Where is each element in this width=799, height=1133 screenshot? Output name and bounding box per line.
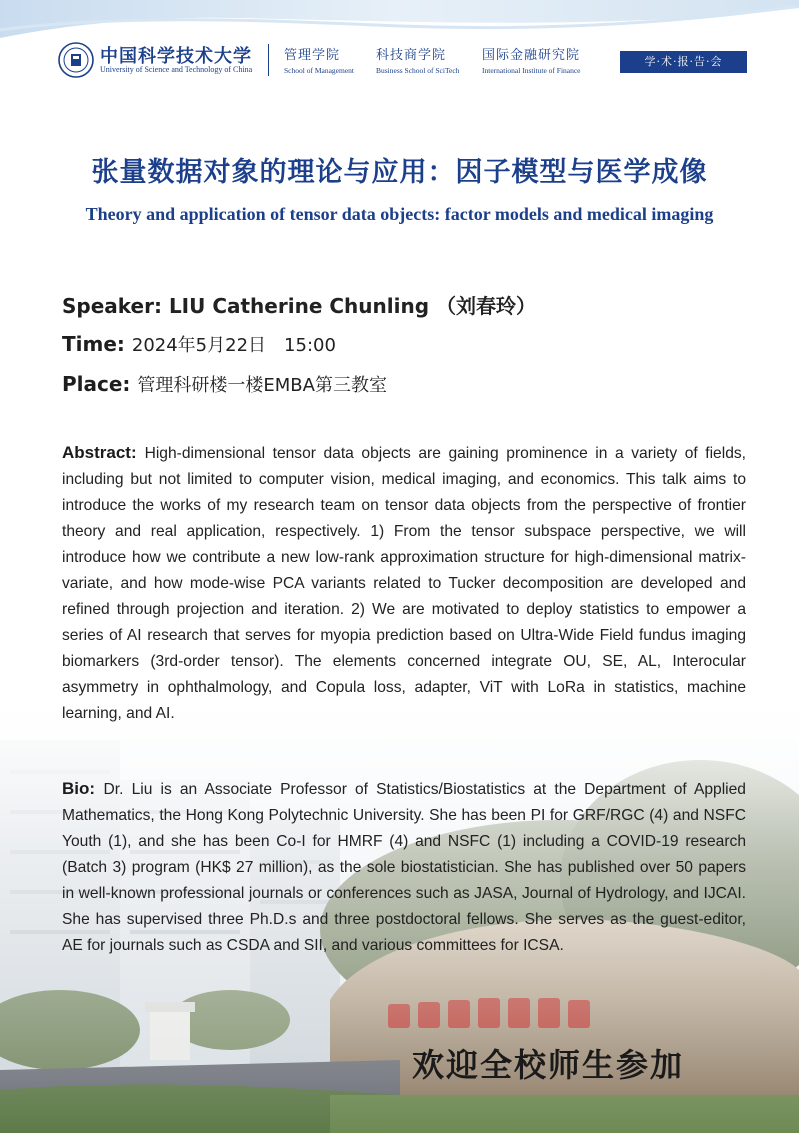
school-name-en: International Institute of Finance xyxy=(482,66,581,75)
school-name-en: School of Management xyxy=(284,66,354,75)
school-business-scitech xyxy=(376,44,459,75)
school-name-cn: 国际金融研究院 xyxy=(482,48,581,63)
bio-label: Bio: xyxy=(62,779,104,798)
university-name-en: University of Science and Technology of China xyxy=(100,65,253,74)
bio-paragraph xyxy=(62,776,746,959)
university-seal-logo xyxy=(58,42,94,78)
place-line xyxy=(62,371,387,397)
school-name-en: Business School of SciTech xyxy=(376,66,460,75)
speaker-value: LIU Catherine Chunling （刘春玲） xyxy=(168,294,536,318)
school-name-cn: 管理学院 xyxy=(284,48,341,63)
school-management xyxy=(284,44,354,75)
welcome-slogan: 欢迎全校师生参加 xyxy=(411,1046,684,1084)
abstract-paragraph xyxy=(62,440,746,727)
bio-text: Dr. Liu is an Associate Professor of Statistics/Biostatistics at the Department of Applied Mathematics, the Hong Kong Polytechnic University. She has been PI for GRF/RGC (4) and NSFC Youth (1), and she has been Co-I for HMRF (4) and NSFC (1) including a COVID-19 research (Batch 3) program (HK$ 27 million), as the sole biostatistician. She has published over 50 papers in well-known professional journals or conferences such as JASA, Journal of Hydrology, and IJCAI. She has supervised three Ph.D.s and three postdoctoral fellows. She serves as the guest-editor, AE for journals such as CSDA and SII, and various committees for ICSA. xyxy=(62,781,746,954)
speaker-label: Speaker: xyxy=(62,294,169,318)
header-divider xyxy=(268,44,269,76)
talk-title-en: Theory and application of tensor data objects: factor models and medical imaging xyxy=(85,204,714,224)
school-name-cn: 科技商学院 xyxy=(376,48,447,63)
place-label: Place: xyxy=(62,372,138,396)
time-label: Time: xyxy=(62,332,132,356)
talk-title-cn: 张量数据对象的理论与应用：因子模型与医学成像 xyxy=(91,157,708,188)
speaker-line xyxy=(62,290,536,319)
time-value: 2024年5月22日 15:00 xyxy=(131,335,336,356)
academic-lecture-badge: 学·术·报·告·会 xyxy=(620,51,747,73)
header xyxy=(58,40,748,80)
time-line xyxy=(62,331,336,357)
abstract-label: Abstract: xyxy=(62,443,145,462)
university-name-cn: 中国科学技术大学 xyxy=(100,46,252,67)
place-value: 管理科研楼一楼EMBA第三教室 xyxy=(137,375,387,396)
abstract-text: High-dimensional tensor data objects are gaining prominence in a variety of fields, including but not limited to computer vision, medical imaging, and economics. This talk aims to introduce the works of my research team on tensor data objects from the perspective of frontier theory and real application, respectively. 1) From the tensor subspace perspective, we will introduce how we contribute a new low-rank approximation structure for high-dimensional matrix-variate, and how mode-wise PCA variants related to Tucker decomposition are developed and refined through projection and iteration. 2) We are motivated to deploy statistics to empower a series of AI research that serves for myopia prediction based on Ultra-Wide Field fundus imaging biomarkers (3rd-order tensor). The elements concerned integrate OU, SE, AL, Interocular asymmetry in ophthalmology, and Copula loss, adapter, ViT with LoRa in statistics, machine learning, and AI. xyxy=(62,445,746,722)
school-international-finance xyxy=(482,44,581,75)
